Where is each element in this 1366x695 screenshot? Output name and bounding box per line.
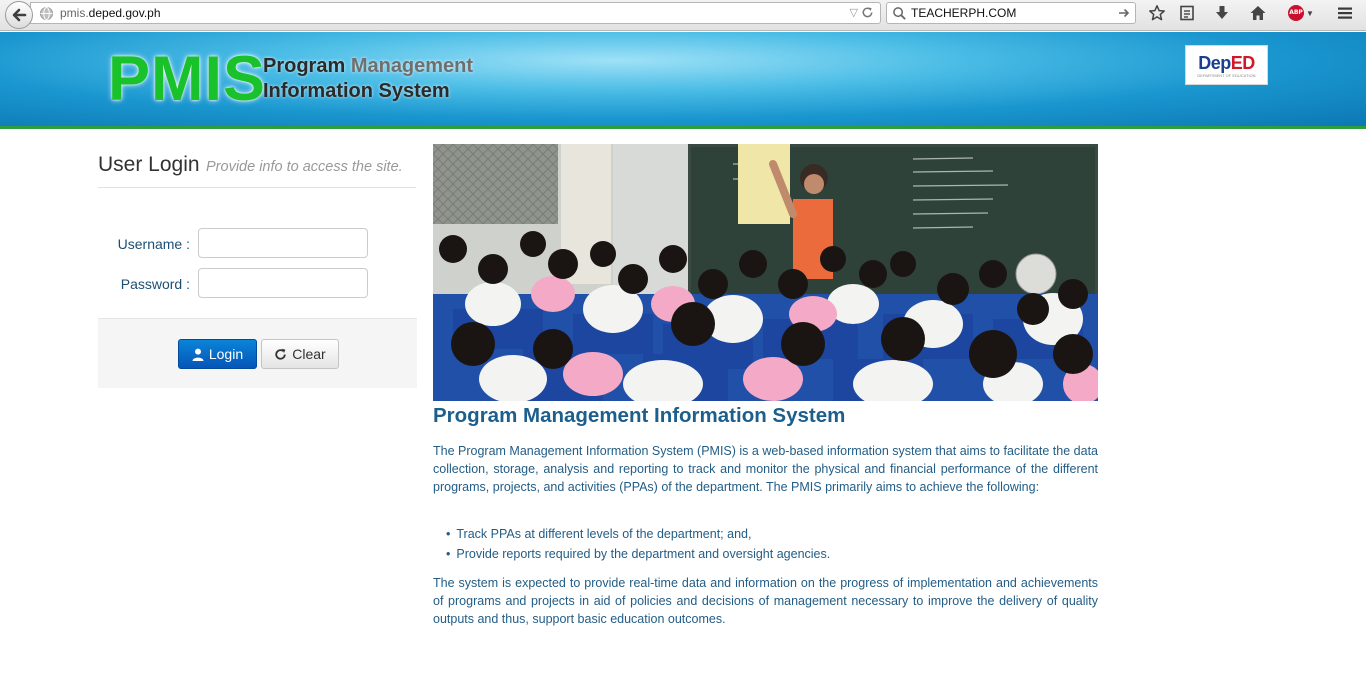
bookmark-star-icon[interactable]: [1147, 3, 1167, 23]
address-bar[interactable]: [30, 2, 881, 24]
login-header: [98, 151, 416, 188]
username-field[interactable]: [198, 228, 368, 258]
search-icon: [892, 6, 907, 21]
subtitle-program: Program: [263, 55, 351, 77]
username-label: Username :: [117, 236, 190, 252]
closing-paragraph: The system is expected to provide real-time data and information on the progress of implementation and achievements of programs and projects in aid of policies and decisions of management necessary to improve the delivery of quality outputs and thus, support basic education outcomes.: [433, 576, 1098, 626]
deped-logo-tagline: DEPARTMENT OF EDUCATION: [1197, 72, 1256, 78]
url-domain: deped.gov.ph: [88, 6, 161, 20]
back-button[interactable]: [5, 1, 33, 29]
deped-logo-ed: ED: [1230, 52, 1255, 73]
search-input[interactable]: TEACHERPH.COM: [911, 6, 1017, 20]
dropdown-icon[interactable]: ▽: [849, 7, 858, 19]
refresh-icon: [274, 348, 287, 361]
subtitle-management: Management: [350, 55, 474, 77]
pmis-logo: PMIS: [108, 44, 267, 114]
go-arrow-icon[interactable]: [1117, 6, 1131, 20]
subtitle-line2: Information System: [263, 80, 450, 102]
pmis-subtitle: [263, 54, 473, 104]
password-field[interactable]: [198, 268, 368, 298]
menu-icon[interactable]: [1335, 3, 1355, 23]
browser-toolbar: [0, 0, 1366, 31]
intro-paragraph: The Program Management Information System (PMIS) is a web-based information system that aims to facilitate the data collection, storage, analysis and reporting to track and monitor the physical and financial performance of the different programs, projects, and activities (PPAs) of the department. The PMIS primarily aims to achieve the following:: [433, 444, 1098, 494]
password-label: Password :: [120, 276, 190, 292]
login-actions: [98, 318, 417, 388]
login-title: User Login: [98, 153, 200, 176]
url-host: pmis.: [60, 6, 89, 20]
deped-logo-dep: Dep: [1198, 52, 1231, 73]
header-divider: [0, 126, 1366, 129]
deped-logo: [1185, 45, 1268, 85]
back-arrow-icon: [10, 6, 28, 24]
globe-icon: [39, 6, 54, 21]
classroom-photo: [433, 144, 1098, 401]
page-title: Program Management Information System: [433, 404, 846, 427]
reading-list-icon[interactable]: [1177, 3, 1197, 23]
login-hint: Provide info to access the site.: [206, 159, 403, 175]
list-item: • Provide reports required by the department and oversight agencies.: [446, 545, 830, 563]
login-button[interactable]: [178, 339, 257, 369]
search-bar[interactable]: [886, 2, 1136, 24]
clear-button[interactable]: [261, 339, 339, 369]
download-icon[interactable]: [1212, 3, 1232, 23]
clear-button-label: Clear: [292, 346, 326, 362]
user-icon: [192, 348, 204, 361]
reload-icon[interactable]: [860, 5, 875, 20]
home-icon[interactable]: [1248, 3, 1268, 23]
list-item: • Track PPAs at different levels of the department; and,: [446, 525, 751, 543]
adblock-icon[interactable]: ABP ▼: [1286, 3, 1316, 23]
url-text[interactable]: [60, 6, 161, 21]
login-button-label: Login: [208, 346, 244, 362]
